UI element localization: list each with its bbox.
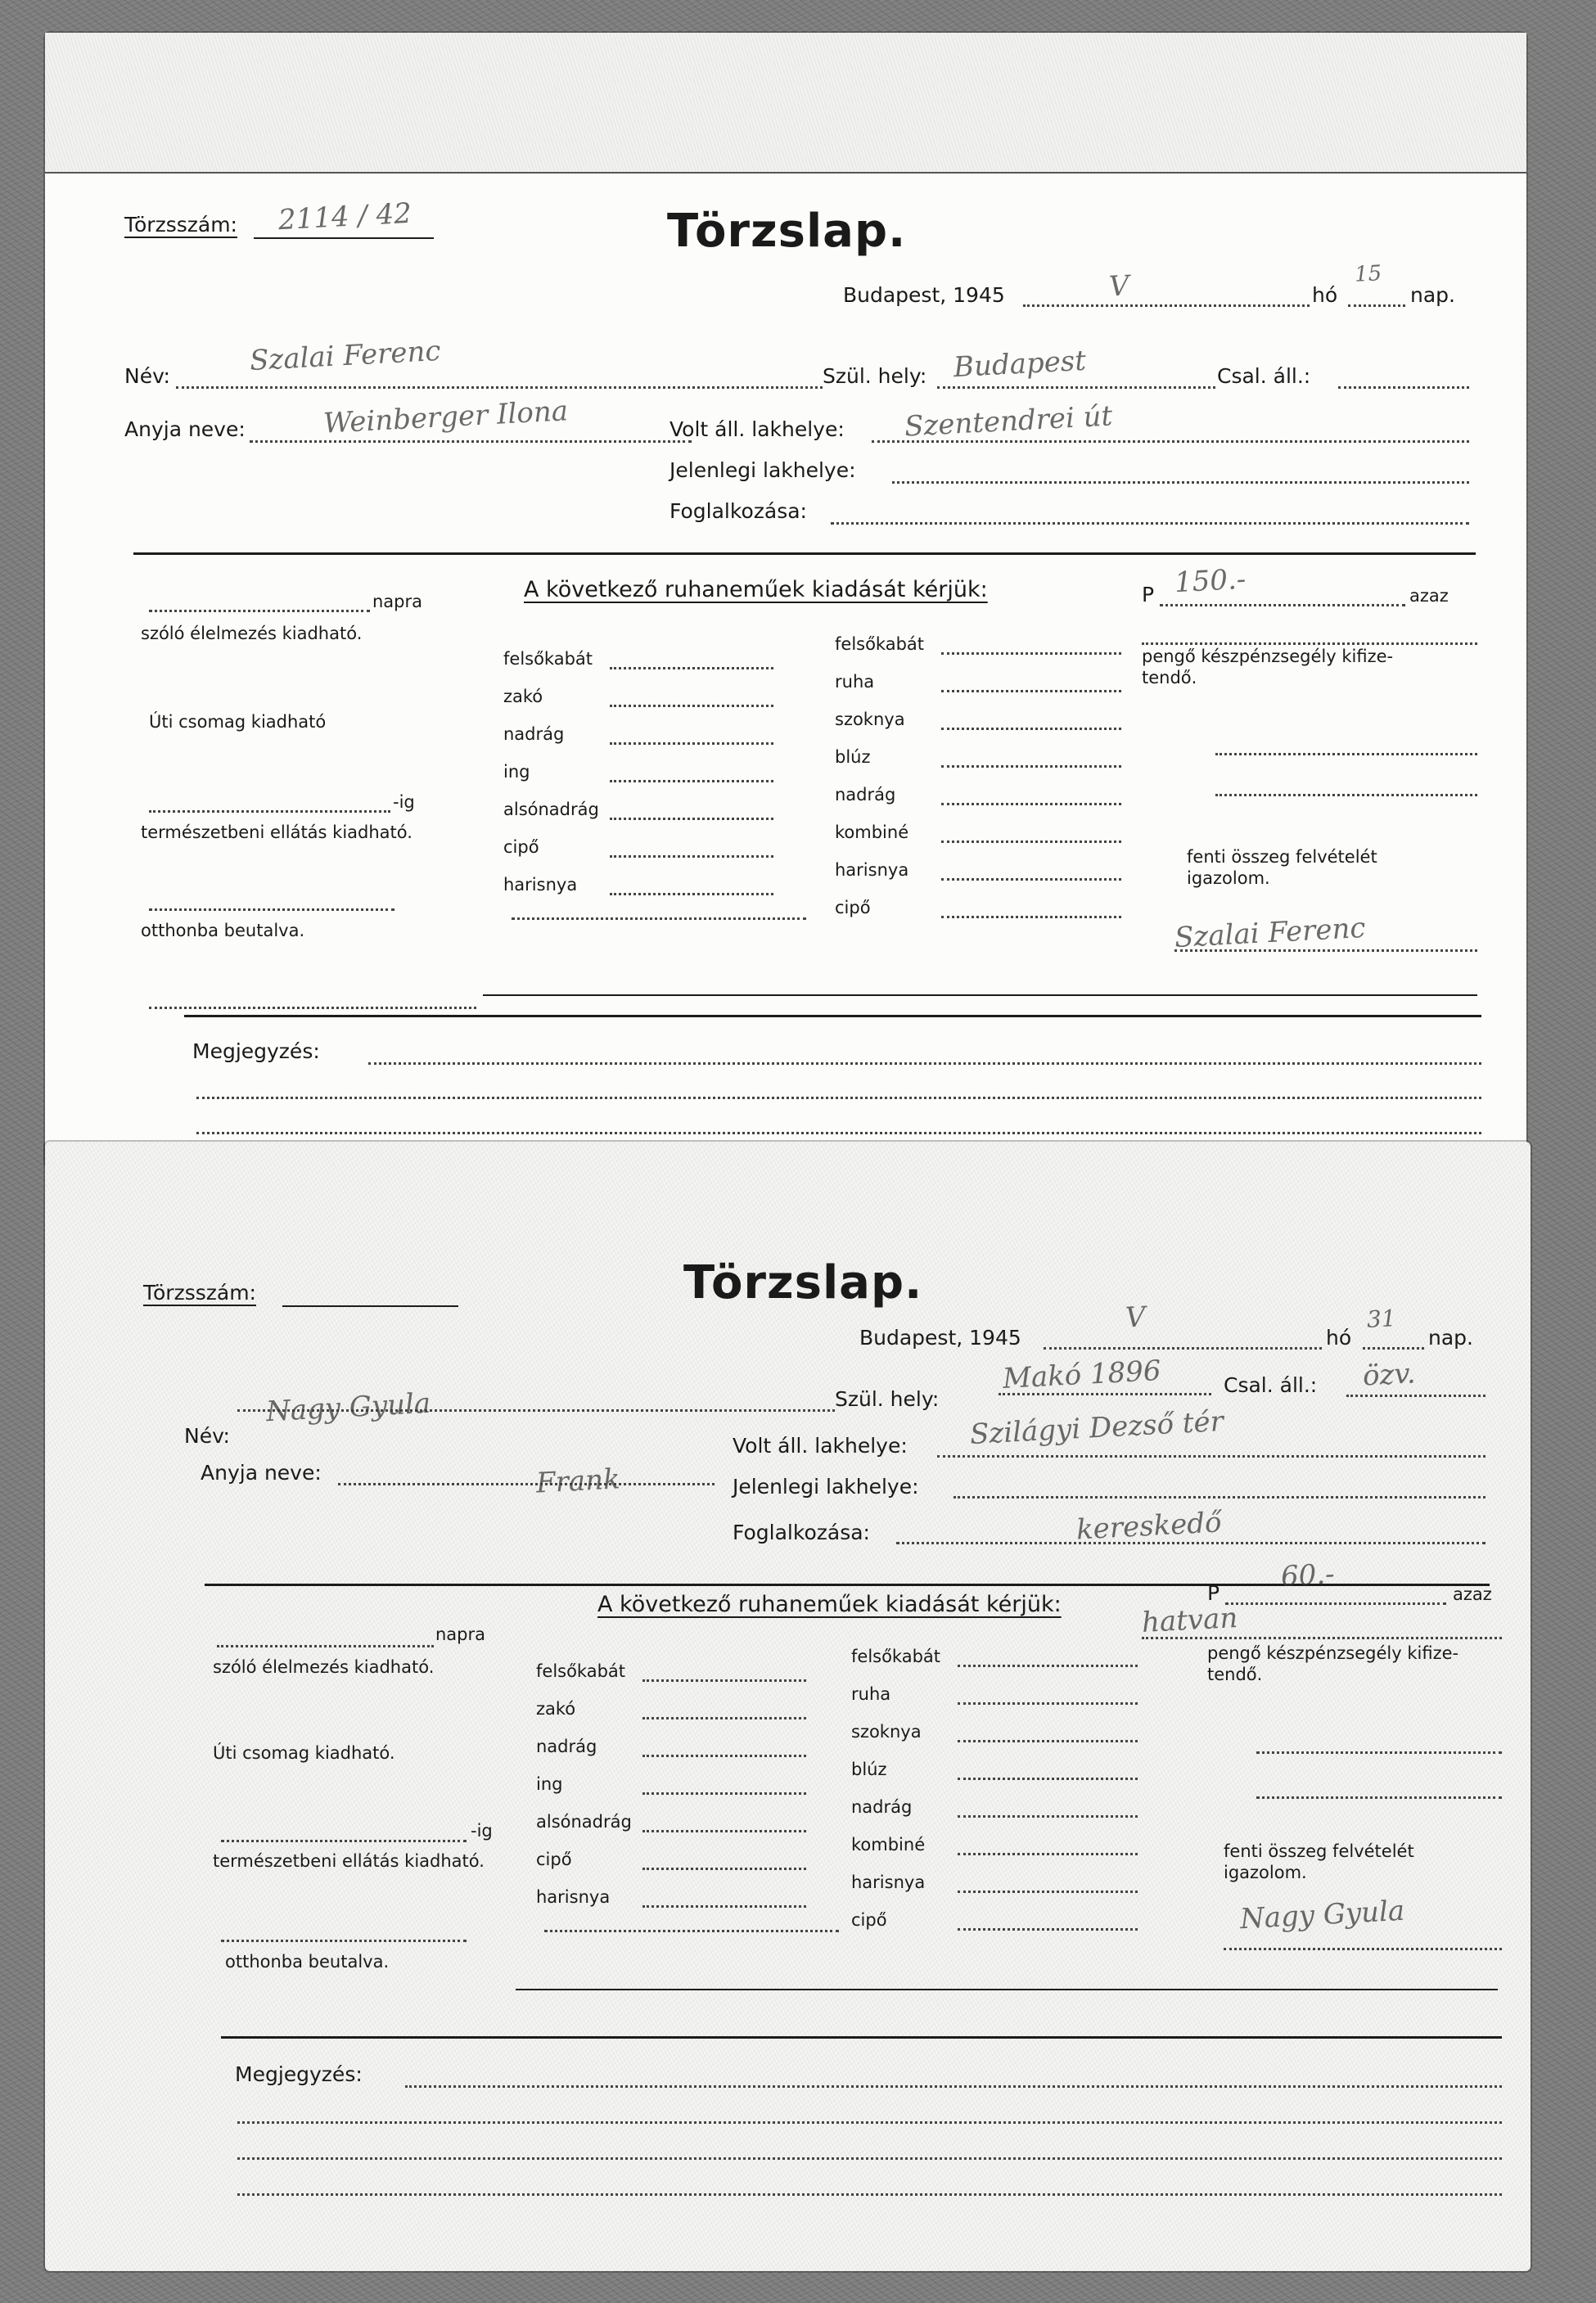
clothing-right-item: cipő — [835, 898, 871, 917]
ig-label: -ig — [393, 792, 415, 812]
ho-label: hó — [1312, 283, 1338, 307]
form-2 — [45, 0, 1531, 2086]
signature: Szalai Ferenc — [1174, 911, 1367, 955]
azaz-label: azaz — [1409, 586, 1449, 606]
torzsszam-line — [282, 1305, 458, 1307]
torzsszam-label: Törzsszám: — [124, 213, 237, 237]
clothing-heading: A következő ruhaneműek kiadását kérjük: — [524, 577, 988, 602]
clothing-left-item: cipő — [503, 837, 539, 857]
nev-value: Szalai Ferenc — [249, 334, 442, 378]
clothing-left-item: nadrág — [536, 1737, 597, 1756]
clothing-right-item: harisnya — [851, 1873, 926, 1892]
anyja-neve-value: Frank — [535, 1462, 621, 1500]
csal-all-label: Csal. áll.: — [1217, 364, 1311, 388]
clothing-right-item: felsőkabát — [851, 1647, 941, 1666]
szul-hely-label: Szül. hely: — [835, 1387, 940, 1411]
szul-hely-value: Makó 1896 — [1002, 1354, 1162, 1396]
date-day-value: 31 — [1366, 1305, 1397, 1333]
penzsegely-label-1: pengő készpénzsegély kifize- — [1207, 1643, 1459, 1663]
anyja-neve-value: Weinberger Ilona — [322, 394, 569, 440]
nev-label: Név: — [124, 364, 170, 388]
clothing-right-item: blúz — [835, 747, 871, 767]
clothing-right-item: harisnya — [835, 860, 909, 880]
clothing-left-item: felsőkabát — [536, 1661, 626, 1681]
p-value: 60.- — [1279, 1557, 1336, 1593]
clothing-right-item: cipő — [851, 1910, 887, 1930]
felvetel-label-2: igazolom. — [1187, 868, 1270, 888]
clothing-right-item: ruha — [851, 1684, 891, 1704]
megjegyzes-label: Megjegyzés: — [192, 1039, 320, 1063]
nev-value: Nagy Gyula — [265, 1386, 432, 1429]
felvetel-label-1: fenti összeg felvételét — [1187, 847, 1377, 867]
clothing-heading: A következő ruhaneműek kiadását kérjük: — [597, 1592, 1062, 1617]
anyja-neve-label: Anyja neve: — [201, 1461, 322, 1485]
ig-label: -ig — [471, 1821, 493, 1841]
form-title: Törzslap. — [667, 205, 907, 258]
clothing-left-item: cipő — [536, 1850, 572, 1869]
penzsegely-label-2: tendő. — [1142, 668, 1197, 687]
clothing-right-item: blúz — [851, 1760, 887, 1779]
jelenlegi-lakhely-label: Jelenlegi lakhelye: — [733, 1475, 919, 1499]
clothing-left-item: felsőkabát — [503, 649, 593, 669]
clothing-left-item: ing — [503, 762, 530, 782]
date-month-value: V — [1107, 269, 1130, 304]
p-label: P — [1207, 1581, 1220, 1605]
uti-csomag-label: Úti csomag kiadható — [149, 712, 327, 732]
clothing-left-item: nadrág — [503, 724, 565, 744]
szul-hely-value: Budapest — [953, 344, 1087, 385]
torzsszam-label: Törzsszám: — [143, 1281, 256, 1305]
szul-hely-label: Szül. hely: — [823, 364, 927, 388]
date-city-year: Budapest, 1945 — [859, 1326, 1021, 1350]
clothing-left-item: harisnya — [503, 875, 578, 895]
clothing-right-item: nadrág — [851, 1797, 913, 1817]
clothing-right-item: szoknya — [851, 1722, 922, 1742]
megjegyzes-label: Megjegyzés: — [235, 2062, 363, 2086]
nev-label: Név: — [184, 1424, 230, 1448]
clothing-left-item: alsónadrág — [503, 800, 599, 819]
form-sheet-bottom — [45, 1142, 1531, 2271]
ho-label: hó — [1326, 1326, 1352, 1350]
clothing-right-item: szoknya — [835, 710, 905, 729]
clothing-right-item: kombiné — [851, 1835, 926, 1855]
torzsszam-value: 2114 / 42 — [277, 196, 413, 237]
foglalkozas-label: Foglalkozása: — [733, 1521, 870, 1544]
clothing-left-item: harisnya — [536, 1887, 611, 1907]
clothing-right-item: kombiné — [835, 822, 909, 842]
form-title: Törzslap. — [683, 1256, 923, 1309]
csal-all-label: Csal. áll.: — [1224, 1373, 1318, 1397]
otthonba-label: otthonba beutalva. — [141, 921, 305, 940]
p-words: hatvan — [1141, 1601, 1239, 1640]
foglalkozas-value: kereskedő — [1075, 1506, 1223, 1547]
volt-lakhely-value: Szilágyi Dezső tér — [969, 1404, 1224, 1452]
nap-label: nap. — [1410, 283, 1455, 307]
clothing-left-item: alsónadrág — [536, 1812, 632, 1832]
clothing-left-item: ing — [536, 1774, 563, 1794]
termeszetbeni-label: természetbeni ellátás kiadható. — [213, 1851, 485, 1871]
felvetel-label-2: igazolom. — [1224, 1863, 1307, 1882]
signature: Nagy Gyula — [1239, 1894, 1406, 1936]
clothing-right-item: felsőkabát — [835, 634, 925, 654]
elelmezes-label: szóló élelmezés kiadható. — [141, 624, 363, 643]
clothing-right-item: ruha — [835, 672, 875, 692]
penzsegely-label-2: tendő. — [1207, 1665, 1263, 1684]
napra-label: napra — [372, 592, 423, 611]
napra-label: napra — [435, 1625, 486, 1644]
anyja-neve-label: Anyja neve: — [124, 417, 246, 441]
p-label: P — [1142, 583, 1155, 606]
foglalkozas-label: Foglalkozása: — [670, 499, 807, 523]
otthonba-label: otthonba beutalva. — [225, 1952, 390, 1972]
csal-all-value: özv. — [1361, 1357, 1417, 1393]
felvetel-label-1: fenti összeg felvételét — [1224, 1841, 1414, 1861]
nap-label: nap. — [1428, 1326, 1473, 1350]
azaz-label: azaz — [1453, 1584, 1492, 1604]
clothing-left-item: zakó — [503, 687, 543, 706]
date-city-year: Budapest, 1945 — [843, 283, 1005, 307]
penzsegely-label-1: pengő készpénzsegély kifize- — [1142, 647, 1394, 666]
volt-lakhely-value: Szentendrei út — [904, 399, 1114, 444]
notes-divider — [221, 2036, 1502, 2039]
uti-csomag-label: Úti csomag kiadható. — [213, 1743, 395, 1763]
clothing-left-item: zakó — [536, 1699, 576, 1719]
jelenlegi-lakhely-label: Jelenlegi lakhelye: — [670, 458, 856, 482]
p-value: 150.- — [1174, 562, 1247, 600]
date-month-value: V — [1124, 1300, 1147, 1335]
clothing-right-item: nadrág — [835, 785, 896, 804]
termeszetbeni-label: természetbeni ellátás kiadható. — [141, 822, 413, 842]
elelmezes-label: szóló élelmezés kiadható. — [213, 1657, 435, 1677]
volt-lakhely-label: Volt áll. lakhelye: — [733, 1434, 908, 1458]
volt-lakhely-label: Volt áll. lakhelye: — [670, 417, 845, 441]
date-day-value: 15 — [1354, 261, 1382, 287]
